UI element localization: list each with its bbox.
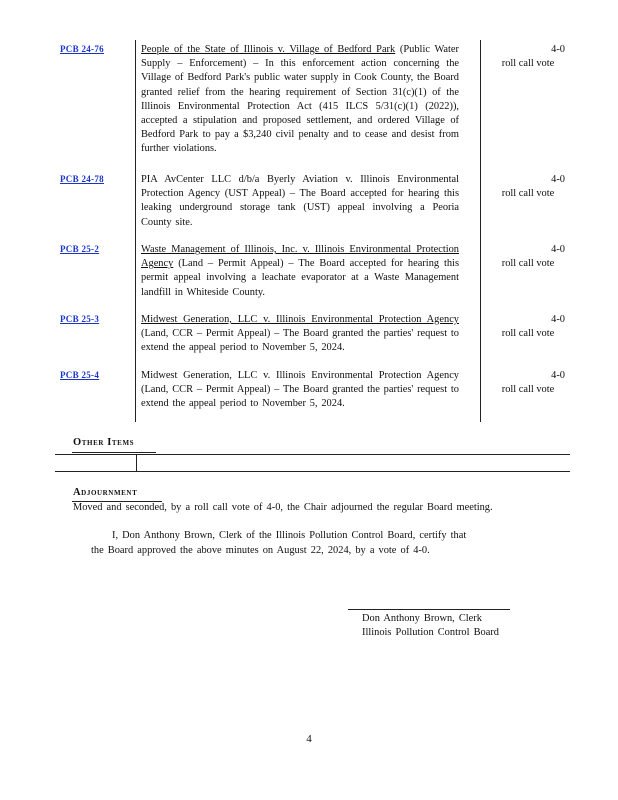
vote-type: roll call vote: [501, 188, 555, 200]
case-description: [141, 313, 459, 356]
signature-name: Don Anthony Brown, Clerk: [362, 613, 482, 624]
case-row: [55, 310, 570, 362]
case-row: [55, 366, 570, 418]
vote-type: roll call vote: [501, 58, 555, 70]
case-description: [141, 243, 459, 300]
vote-type: roll call vote: [501, 258, 555, 270]
case-row: [55, 40, 570, 165]
case-summary: Midwest Generation, LLC v. Illinois Environmental Protection Agency (Land, CCR – Permit Appeal) – The Board granted the parties' request to extend the appeal period to November 5, 2024.: [141, 370, 459, 410]
case-summary: (Land, CCR – Permit Appeal) – The Board granted the parties' request to extend the appeal period to November 5, 2024.: [141, 328, 459, 354]
signature-org: Illinois Pollution Control Board: [362, 627, 499, 638]
case-number-link[interactable]: PCB 25-4: [60, 370, 100, 380]
vote-count: 4-0: [551, 244, 565, 255]
adjournment-heading: Adjournment: [73, 487, 138, 498]
vote-cell: [485, 369, 565, 397]
case-summary: (Public Water Supply – Enforcement) – In this enforcement action concerning the Village of Bedford Park's public water supply in Cook County, the Board granted relief from the hearing requirement of Section 31(c)(1) of the Illinois Environmental Protection Act (415 ILCS 5/31(c)(1) (2022)), accepted a stipulation and proposed settlement, and ordered Village of Bedford Park to pay a $3,240 civil penalty and to cease and desist from further violations.: [141, 44, 460, 155]
certification-line: I, Don Anthony Brown, Clerk of the Illinois Pollution Control Board, certify that: [112, 530, 467, 541]
adjournment-text: Moved and seconded, by a roll call vote of 4-0, the Chair adjourned the regular Board meeting.: [73, 502, 493, 513]
case-caption: Midwest Generation, LLC v. Illinois Environmental Protection Agency: [141, 314, 459, 325]
vote-cell: [485, 243, 565, 271]
case-description: [141, 173, 459, 230]
other-items-table-bottom: [55, 471, 570, 472]
case-caption: People of the State of Illinois v. Village of Bedford Park: [141, 44, 396, 55]
vote-type: roll call vote: [501, 328, 555, 340]
vote-cell: [485, 173, 565, 201]
case-number-link[interactable]: PCB 25-2: [60, 244, 100, 254]
certification-line: the Board approved the above minutes on August 22, 2024, by a vote of 4-0.: [91, 545, 430, 556]
case-description: [141, 43, 459, 157]
vote-count: 4-0: [551, 314, 565, 325]
case-summary: PIA AvCenter LLC d/b/a Byerly Aviation v. Illinois Environmental Protection Agency (UST Appeal) – The Board accepted for hearing this leaking underground storage tank (UST) appeal involving a Peoria County site.: [141, 174, 459, 228]
vote-count: 4-0: [551, 44, 565, 55]
vote-count: 4-0: [551, 174, 565, 185]
other-items-table-top: [55, 454, 570, 455]
case-number-link[interactable]: PCB 25-3: [60, 314, 100, 324]
case-table: [55, 40, 570, 422]
page-number: 4: [306, 733, 312, 745]
case-row: [55, 240, 570, 305]
heading-underline: [72, 452, 156, 453]
vote-cell: [485, 43, 565, 71]
case-number-link[interactable]: PCB 24-78: [60, 174, 104, 184]
case-row: [55, 170, 570, 235]
vote-count: 4-0: [551, 370, 565, 381]
vote-cell: [485, 313, 565, 341]
other-items-divider: [136, 454, 137, 471]
case-number-link[interactable]: PCB 24-76: [60, 44, 104, 54]
vote-type: roll call vote: [501, 384, 555, 396]
case-caption: Waste Management of Illinois, Inc. v. Illinois Environmental Protection Agency: [141, 244, 459, 270]
signature-line: [348, 609, 510, 610]
other-items-heading: Other Items: [73, 437, 135, 448]
case-description: [141, 369, 459, 412]
case-summary: (Land – Permit Appeal) – The Board accepted for hearing this permit appeal involving a leachate evaporator at a Waste Management landfill in Whiteside County.: [141, 258, 459, 298]
